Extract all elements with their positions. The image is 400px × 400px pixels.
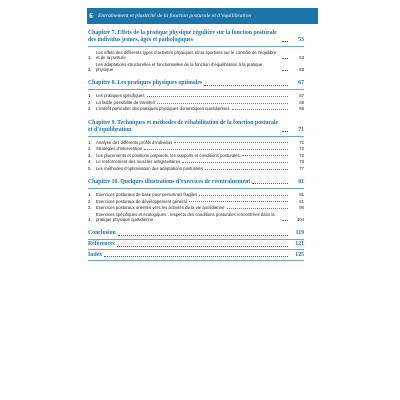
chapter-page: 67 (298, 80, 304, 87)
entry-number: 3. (88, 106, 92, 112)
dot-leader (157, 103, 288, 104)
entry-text: Stratégies d’intervention (96, 146, 143, 152)
backmatter-divider (88, 249, 304, 250)
backmatter-page: 121 (295, 241, 304, 248)
dot-leader (174, 142, 288, 143)
toc-conclusion[interactable] (88, 230, 304, 237)
toc-entry[interactable] (88, 166, 304, 171)
dot-leader (104, 256, 288, 257)
entry-text: Exercices posturaux de développement général (96, 198, 187, 204)
entry-number: 1. (88, 93, 92, 99)
entry-number: 2. (88, 99, 92, 105)
entry-page: 81 (299, 198, 304, 204)
entry-page: 104 (296, 217, 304, 223)
toc-entry[interactable] (88, 50, 304, 61)
entry-page: 77 (299, 165, 304, 171)
entry-number: 1. (88, 139, 92, 145)
chapter-page: 81 (298, 179, 304, 186)
entry-number: 5. (88, 165, 92, 171)
dot-leader (189, 201, 288, 202)
dot-leader (282, 70, 288, 71)
running-header (87, 8, 318, 24)
chapter-page: 71 (298, 126, 304, 133)
toc-entry[interactable] (88, 106, 304, 111)
chapter-divider (88, 46, 304, 47)
chapter-10-title-row[interactable] (88, 179, 304, 186)
chapter-divider (88, 188, 304, 189)
dot-leader (118, 235, 288, 236)
chapter-8-title-row[interactable] (88, 80, 304, 87)
entry-page: 73 (299, 159, 304, 165)
chapter-7-title-row[interactable] (88, 30, 304, 44)
dot-leader (282, 58, 288, 59)
toc-entry[interactable] (88, 100, 304, 105)
backmatter-divider (88, 260, 304, 261)
chapter-title: Chapitre 9. Techniques et méthodes de réhabilitation de la fonction posturale et d’équilibration (88, 119, 279, 133)
chapter-divider (88, 136, 304, 137)
chapter-title: Chapitre 10. Quelques illustrations d’exercices de réentraînement (88, 179, 251, 186)
toc-references[interactable] (88, 241, 304, 248)
entry-text: Exercices spécifiques et écologiques : respects des conditions posturales rencontrées dans la pratique physique quotidienne (96, 211, 275, 223)
dot-leader (204, 85, 288, 86)
dot-leader (242, 155, 288, 156)
toc-chapter-7 (88, 30, 304, 72)
dot-leader (147, 96, 289, 97)
entry-number: 2. (88, 146, 92, 152)
entry-page: 68 (299, 99, 304, 105)
page-number: 6 (89, 12, 93, 20)
dot-leader (282, 41, 288, 42)
entry-page: 69 (299, 106, 304, 112)
toc-chapter-8 (88, 80, 304, 111)
toc-entry[interactable] (88, 212, 304, 223)
entry-page: 72 (299, 146, 304, 152)
toc-backmatter (88, 230, 304, 261)
toc-entry[interactable] (88, 146, 304, 151)
dot-leader (117, 246, 288, 247)
chapter-page: 53 (298, 36, 304, 43)
entry-number: 4. (88, 159, 92, 165)
entry-text: Les adaptations structurelles et fonctionnelles de la fonction d’équilibration à la pratique physique (96, 61, 263, 72)
chapter-divider (88, 89, 304, 90)
chapter-title: Chapitre 7. Effets de la pratique physique régulière sur la fonction posturale des individus jeunes, âgés et pathologiques (88, 30, 277, 43)
toc-index[interactable] (88, 252, 304, 259)
entry-number: 4. (88, 217, 92, 223)
entry-page: 72 (299, 152, 304, 158)
entry-page: 67 (299, 93, 304, 99)
toc-entry[interactable] (88, 205, 304, 210)
toc-entry[interactable] (88, 199, 304, 204)
entry-text: La faible possibilité de transfert (96, 99, 156, 105)
toc-chapter-9 (88, 120, 304, 171)
entry-number: 1. (88, 192, 92, 198)
backmatter-label: Index (88, 251, 103, 258)
chapter-title: Chapitre 8. Les pratiques physiques optimales (88, 80, 203, 87)
entry-number: 3. (88, 152, 92, 158)
running-title: Entraînement et plasticité de la fonction posturale et d’équilibration (98, 13, 252, 19)
entry-page: 81 (299, 192, 304, 198)
toc-entry[interactable] (88, 93, 304, 98)
entry-text: Exercices posturaux orientés vers les activités de la vie quotidienne (96, 205, 225, 211)
entry-text: Le renforcement des muscles antigravitaires (96, 159, 181, 165)
dot-leader (282, 131, 288, 132)
backmatter-label: Références (88, 241, 115, 248)
entry-text: Les pratiques spécifiques (96, 93, 145, 99)
entry-text: Exercices posturaux de base pour personnes fragiles (96, 192, 198, 198)
entry-text: L’intérêt particulier des pratiques physiques domestiques quotidiennes (96, 106, 230, 112)
entry-page: 96 (299, 205, 304, 211)
table-of-contents (88, 30, 304, 262)
toc-chapter-10 (88, 179, 304, 222)
toc-entry[interactable] (88, 153, 304, 158)
dot-leader (199, 195, 288, 196)
backmatter-page: 125 (295, 251, 304, 258)
entry-page: 53 (299, 55, 304, 61)
dot-leader (182, 162, 288, 163)
dot-leader (227, 208, 289, 209)
backmatter-label: Conclusion (88, 230, 116, 237)
entry-page: 71 (299, 139, 304, 145)
toc-entry[interactable] (88, 159, 304, 164)
dot-leader (205, 169, 288, 170)
entry-text: Les placements et positions corporels, les supports et conditions posturales (96, 152, 240, 158)
backmatter-page: 119 (295, 230, 304, 237)
dot-leader (252, 183, 288, 184)
dot-leader (282, 220, 288, 221)
toc-entry[interactable] (88, 62, 304, 73)
entry-number: 1. (88, 55, 92, 61)
backmatter-divider (88, 239, 304, 240)
entry-number: 2. (88, 198, 92, 204)
entry-text: Analyse des différents profils d’individus (96, 139, 173, 145)
toc-entry[interactable] (88, 192, 304, 197)
entry-text: Les effets des différents types d’activités physiques et/ou sportives sur le contrôle de l’équilibre et de la posture (96, 49, 277, 61)
dot-leader (144, 149, 288, 150)
entry-text: Les méthodes d’optimisation des adaptations posturales (96, 165, 204, 171)
entry-page: 58 (299, 67, 304, 72)
entry-number: 2. (88, 67, 92, 72)
toc-entry[interactable] (88, 140, 304, 145)
chapter-9-title-row[interactable] (88, 120, 304, 134)
entry-number: 3. (88, 205, 92, 211)
dot-leader (232, 109, 288, 110)
